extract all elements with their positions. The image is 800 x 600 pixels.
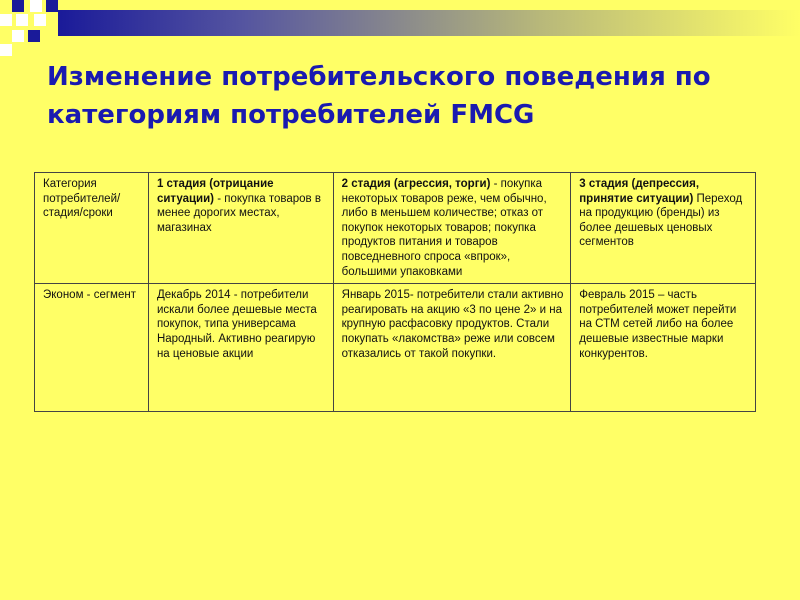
header-cell-stage3	[571, 173, 756, 284]
cell-stage2: Январь 2015- потребители стали активно реагировать на акцию «3 по цене 2» и на крупную расфасовку продуктов. Стали покупать «лакомства» реже или совсем отказались от такой покупки.	[333, 284, 571, 412]
header-cell-category	[35, 173, 149, 284]
header-stage3-desc: Переход на продукцию (бренды) из более дешевых ценовых сегментов	[579, 192, 743, 249]
cell-stage3: Февраль 2015 – часть потребителей может перейти на СТМ сетей либо на более дешевые известные марки конкурентов.	[571, 284, 756, 412]
decorative-square	[16, 14, 28, 26]
header-cell-stage1	[148, 173, 333, 284]
decorative-square	[46, 0, 58, 12]
cell-stage1: Декабрь 2014 - потребители искали более дешевые места покупок, типа универсама Народный. Активно реагирую на ценовые акции	[148, 284, 333, 412]
cell-segment: Эконом - сегмент	[35, 284, 149, 412]
header-stage1-desc: - покупка товаров в менее дорогих местах, магазинах	[156, 192, 321, 234]
decorative-gradient-bar	[58, 10, 800, 36]
decorative-square	[0, 44, 12, 56]
header-cell-stage2	[333, 173, 571, 284]
decorative-square	[30, 0, 42, 12]
header-category-text: Категория потребителей/ стадия/сроки	[43, 178, 121, 220]
header-stage2-title: 2 стадия (агрессия, торги)	[341, 178, 491, 190]
decorative-square	[12, 30, 24, 42]
decorative-square	[12, 0, 24, 12]
header-stage1-title: 1 стадия (отрицание ситуации)	[156, 178, 274, 205]
table-row	[35, 284, 756, 412]
decorative-square	[0, 14, 12, 26]
header-stage3-title: 3 стадия (депрессия, принятие ситуации)	[579, 178, 700, 205]
decorative-square	[34, 14, 46, 26]
decorative-header	[0, 0, 800, 60]
header-stage2-desc: - покупка некоторых товаров реже, чем обычно, либо в меньшем количестве; отказ от покупок некоторых товаров; покупка продуктов питания и товаров повседневного спроса «впрок», большими упаковками	[341, 178, 547, 278]
consumer-behavior-table	[34, 172, 756, 412]
table-header-row	[35, 173, 756, 284]
slide-title: Изменение потребительского поведения по категориям потребителей FMCG	[47, 62, 711, 130]
decorative-square	[28, 30, 40, 42]
